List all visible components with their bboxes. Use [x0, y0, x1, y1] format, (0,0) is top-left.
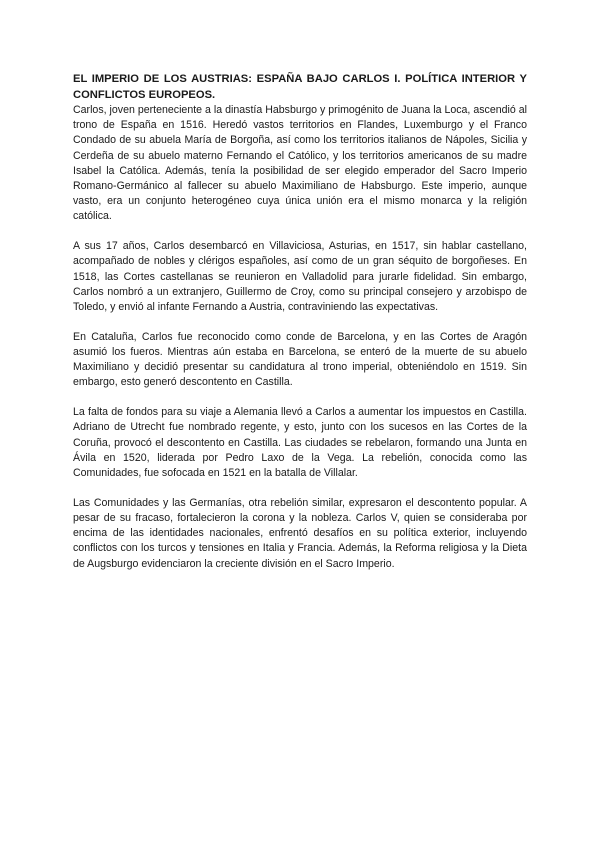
document-title: EL IMPERIO DE LOS AUSTRIAS: ESPAÑA BAJO CARLOS I. POLÍTICA INTERIOR Y CONFLICTOS EUROPEOS.: [73, 73, 527, 101]
paragraph-5: Las Comunidades y las Germanías, otra rebelión similar, expresaron el descontento popular. A pesar de su fracaso, fortalecieron la corona y la nobleza. Carlos V, quien se consideraba por encima de las identidades nacionales, enfrentó desafíos en su política exterior, incluyendo conflictos con los turcos y tensiones en Italia y Francia. Además, la Reforma religiosa y la Dieta de Augsburgo evidenciaron la creciente división en el Sacro Imperio.: [73, 496, 527, 570]
document-page: [73, 72, 527, 572]
paragraph-2: A sus 17 años, Carlos desembarcó en Villaviciosa, Asturias, en 1517, sin hablar castellano, acompañado de nobles y clérigos españoles, así como de un gran séquito de borgoñeses. En 1518, las Cortes castellanas se reunieron en Valladolid para jurarle fidelidad. Sin embargo, Carlos nombró a un extranjero, Guillermo de Croy, como su principal consejero y arzobispo de Toledo, y envió al infante Fernando a Austria, contraviniendo las expectativas.: [73, 240, 527, 314]
paragraph-4: La falta de fondos para su viaje a Alemania llevó a Carlos a aumentar los impuestos en Castilla. Adriano de Utrecht fue nombrado regente, y esto, junto con los sucesos en las Cortes de la Coruña, provocó el descontento en Castilla. Las ciudades se rebelaron, formando una Junta en Ávila en 1520, liderada por Pedro Laxo de la Vega. La rebelión, conocida como las Comunidades, fue sofocada en 1521 en la batalla de Villalar.: [73, 406, 527, 480]
paragraph-1: Carlos, joven perteneciente a la dinastía Habsburgo y primogénito de Juana la Loca, ascendió al trono de España en 1516. Heredó vastos territorios en Flandes, Luxemburgo y el Franco Condado de su abuela María de Borgoña, así como los territorios italianos de Nápoles, Sicilia y Cerdeña de su abuelo materno Fernando el Católico, y los territorios americanos de su madre Isabel la Católica. Además, tenía la posibilidad de ser elegido emperador del Sacro Imperio Romano-Germánico al fallecer su abuelo Maximiliano de Habsburgo. Este imperio, aunque vasto, era un conjunto heterogéneo cuya única unión era el mismo monarca y la religión católica.: [73, 104, 527, 223]
paragraph-3: En Cataluña, Carlos fue reconocido como conde de Barcelona, y en las Cortes de Aragón asumió los fueros. Mientras aún estaba en Barcelona, se enteró de la muerte de su abuelo Maximiliano y decidió presentar su candidatura al trono imperial, obteniéndolo en 1519. Sin embargo, esto generó descontento en Castilla.: [73, 330, 527, 389]
